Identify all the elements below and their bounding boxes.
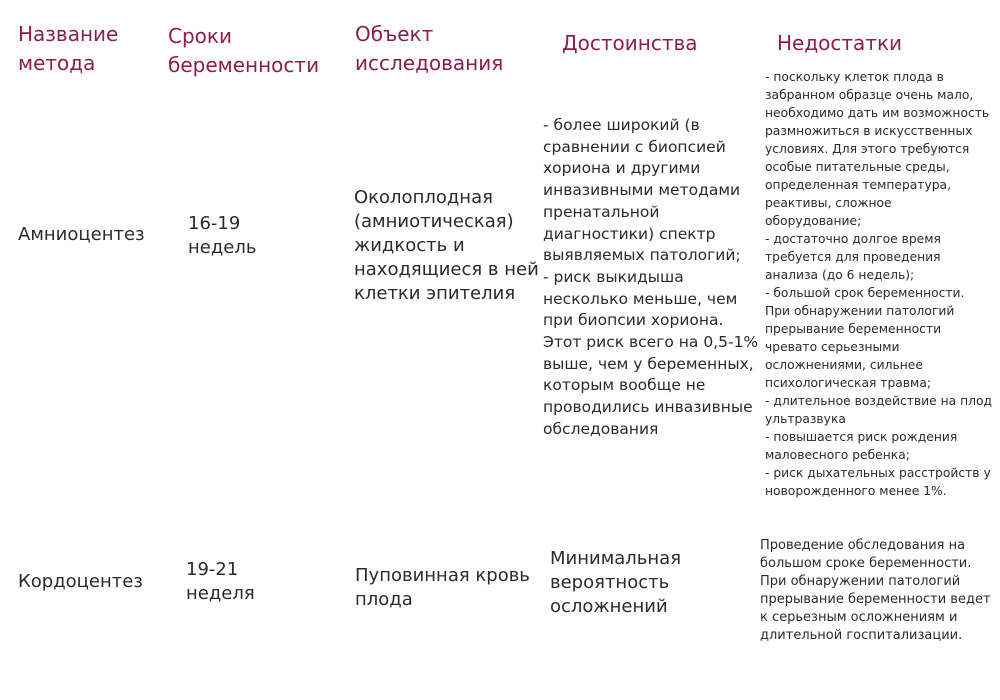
row-method: Амниоцентез bbox=[18, 224, 145, 245]
header-object: Объект исследования bbox=[355, 22, 504, 75]
row-term: 16-19 недель bbox=[188, 213, 257, 258]
header-advantages: Достоинства bbox=[562, 31, 698, 55]
row-method: Кордоцентез bbox=[18, 571, 143, 592]
row-disadvantages: - поскольку клеток плода в забранном образце очень мало, необходимо дать им возможность размножиться в искусственных условиях. Для этого требуются особые питательные среды, определенная температура, реактивы, сложное оборудование; - достаточно долгое время требуется для проведения анализа (до 6 недель); - большой срок беременности. При обнаружении патологий прерывание беременности чревато серьезными осложнениями, сильнее психологическая травма; - длительное воздействие на плод ультразвука - повышается риск рождения маловесного ребенка; - риск дыхательных расстройств у новорожденного менее 1%. bbox=[765, 70, 992, 498]
row-advantages: - более широкий (в сравнении с биопсией хориона и другими инвазивными методами пренатальной диагностики) спектр выявляемых патологий; - риск выкидыша несколько меньше, чем при биопсии хориона. Этот риск всего на 0,5-1% выше, чем у беременных, которым вообще не проводились инвазивные обследования bbox=[543, 116, 759, 438]
header-disadvantages: Недостатки bbox=[777, 31, 903, 55]
header-method: Название метода bbox=[18, 22, 119, 75]
row-object: Околоплодная (амниотическая) жидкость и находящиеся в ней клетки эпителия bbox=[354, 187, 539, 304]
row-term: 19-21 неделя bbox=[186, 559, 255, 604]
header-term: Сроки беременности bbox=[168, 24, 320, 77]
row-object: Пуповинная кровь плода bbox=[355, 565, 530, 610]
row-disadvantages: Проведение обследования на большом сроке беременности. При обнаружении патологий прерывание беременности ведет к серьезным осложнениям и длительной госпитализации. bbox=[760, 538, 991, 643]
row-advantages: Минимальная вероятность осложнений bbox=[550, 548, 682, 617]
